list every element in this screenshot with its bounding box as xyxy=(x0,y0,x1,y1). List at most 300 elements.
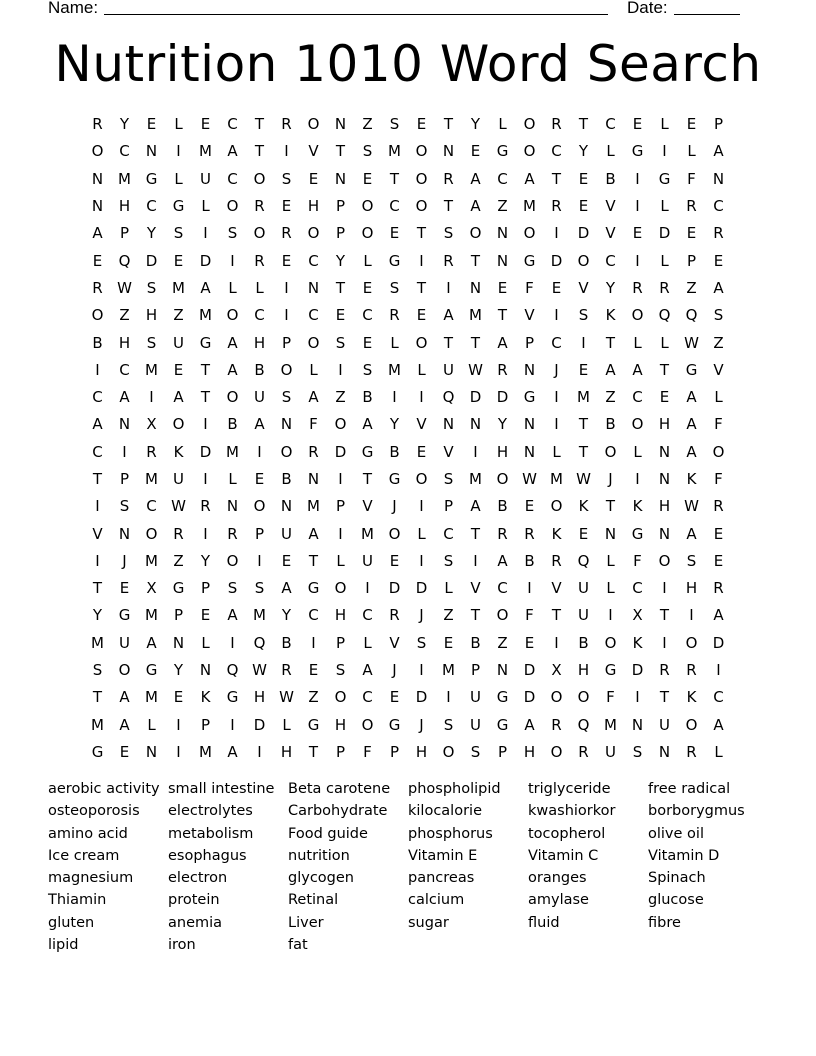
grid-letter[interactable]: P xyxy=(335,497,346,516)
grid-letter[interactable]: U xyxy=(173,470,184,488)
grid-letter[interactable]: I xyxy=(95,360,100,379)
grid-letter[interactable]: D xyxy=(658,224,671,243)
grid-letter[interactable]: E xyxy=(92,251,103,270)
grid-letter[interactable]: I xyxy=(446,278,451,297)
grid-letter[interactable]: V xyxy=(443,442,454,461)
grid-letter[interactable]: R xyxy=(713,579,724,598)
grid-letter[interactable]: C xyxy=(497,579,508,598)
grid-letter[interactable]: T xyxy=(362,470,373,488)
grid-letter[interactable]: O xyxy=(91,306,104,325)
grid-letter[interactable]: T xyxy=(308,742,319,761)
grid-letter[interactable]: C xyxy=(713,197,724,216)
grid-letter[interactable]: J xyxy=(122,551,127,570)
grid-letter[interactable]: M xyxy=(253,606,266,625)
grid-letter[interactable]: L xyxy=(255,278,264,297)
grid-letter[interactable]: E xyxy=(389,224,400,243)
grid-letter[interactable]: O xyxy=(388,524,401,543)
grid-letter[interactable]: O xyxy=(172,415,185,434)
grid-letter[interactable]: E xyxy=(578,197,589,216)
grid-letter[interactable]: G xyxy=(226,688,239,707)
grid-letter[interactable]: U xyxy=(254,388,265,407)
grid-letter[interactable]: E xyxy=(632,115,643,134)
grid-letter[interactable]: J xyxy=(554,360,559,379)
grid-letter[interactable]: I xyxy=(635,197,640,216)
grid-letter[interactable]: G xyxy=(496,142,509,161)
grid-letter[interactable]: Y xyxy=(605,278,616,297)
grid-letter[interactable]: R xyxy=(632,278,643,297)
grid-letter[interactable]: P xyxy=(524,333,535,352)
grid-letter[interactable]: N xyxy=(199,661,212,680)
grid-letter[interactable]: N xyxy=(496,251,509,270)
grid-letter[interactable]: X xyxy=(146,415,157,434)
grid-letter[interactable]: T xyxy=(200,360,211,379)
grid-letter[interactable]: I xyxy=(230,715,235,734)
grid-letter[interactable]: K xyxy=(686,688,697,707)
grid-letter[interactable]: V xyxy=(578,278,589,297)
grid-letter[interactable]: Q xyxy=(442,388,455,407)
grid-letter[interactable]: Z xyxy=(119,306,130,325)
grid-letter[interactable]: I xyxy=(473,551,478,570)
grid-letter[interactable]: T xyxy=(200,388,211,407)
grid-letter[interactable]: O xyxy=(685,633,698,652)
grid-letter[interactable]: E xyxy=(443,633,454,652)
grid-letter[interactable]: S xyxy=(362,360,373,379)
grid-letter[interactable]: A xyxy=(362,415,373,434)
grid-letter[interactable]: I xyxy=(635,169,640,188)
grid-letter[interactable]: A xyxy=(281,579,292,598)
grid-letter[interactable]: T xyxy=(254,115,265,134)
grid-letter[interactable]: O xyxy=(280,360,293,379)
grid-letter[interactable]: O xyxy=(361,715,374,734)
grid-letter[interactable]: Z xyxy=(362,115,373,134)
grid-letter[interactable]: O xyxy=(631,415,644,434)
grid-letter[interactable]: O xyxy=(361,224,374,243)
grid-letter[interactable]: Z xyxy=(713,333,724,352)
grid-letter[interactable]: O xyxy=(577,688,590,707)
grid-letter[interactable]: A xyxy=(686,524,697,543)
grid-letter[interactable]: P xyxy=(173,606,184,625)
grid-letter[interactable]: A xyxy=(713,606,724,625)
grid-letter[interactable]: C xyxy=(308,251,319,270)
grid-letter[interactable]: O xyxy=(415,142,428,161)
grid-letter[interactable]: L xyxy=(174,169,183,188)
grid-letter[interactable]: L xyxy=(201,197,210,216)
grid-letter[interactable]: V xyxy=(389,633,400,652)
grid-letter[interactable]: Q xyxy=(118,251,131,270)
grid-letter[interactable]: H xyxy=(685,579,698,598)
grid-letter[interactable]: L xyxy=(498,115,507,134)
grid-letter[interactable]: C xyxy=(227,115,238,134)
grid-letter[interactable]: L xyxy=(174,115,183,134)
grid-letter[interactable]: R xyxy=(389,606,400,625)
grid-letter[interactable]: C xyxy=(551,333,562,352)
date-field[interactable] xyxy=(674,0,740,15)
grid-letter[interactable]: L xyxy=(147,715,156,734)
grid-letter[interactable]: W xyxy=(468,360,483,379)
grid-letter[interactable]: I xyxy=(419,551,424,570)
grid-letter[interactable]: O xyxy=(604,633,617,652)
grid-letter[interactable]: P xyxy=(335,742,346,761)
grid-letter[interactable]: R xyxy=(281,224,292,243)
grid-letter[interactable]: H xyxy=(118,333,131,352)
grid-letter[interactable]: Y xyxy=(92,606,103,625)
grid-letter[interactable]: H xyxy=(253,688,266,707)
grid-letter[interactable]: K xyxy=(200,688,211,707)
grid-letter[interactable]: T xyxy=(389,169,400,188)
grid-letter[interactable]: T xyxy=(416,224,427,243)
grid-letter[interactable]: E xyxy=(470,142,481,161)
grid-letter[interactable]: R xyxy=(713,224,724,243)
grid-letter[interactable]: P xyxy=(281,333,292,352)
grid-letter[interactable]: R xyxy=(308,442,319,461)
grid-letter[interactable]: A xyxy=(524,169,535,188)
grid-letter[interactable]: U xyxy=(281,524,292,543)
grid-letter[interactable]: R xyxy=(443,169,454,188)
grid-letter[interactable]: I xyxy=(635,470,640,488)
grid-letter[interactable]: A xyxy=(470,197,481,216)
grid-letter[interactable]: C xyxy=(254,306,265,325)
grid-letter[interactable]: M xyxy=(145,551,158,570)
grid-letter[interactable]: H xyxy=(415,742,428,761)
grid-letter[interactable]: I xyxy=(176,742,181,761)
grid-letter[interactable]: D xyxy=(415,688,428,707)
grid-letter[interactable]: K xyxy=(551,524,562,543)
name-field[interactable] xyxy=(104,0,608,15)
grid-letter[interactable]: S xyxy=(443,551,454,570)
grid-letter[interactable]: S xyxy=(281,388,292,407)
grid-letter[interactable]: L xyxy=(714,388,723,407)
grid-letter[interactable]: T xyxy=(470,251,481,270)
grid-letter[interactable]: R xyxy=(686,197,697,216)
grid-letter[interactable]: F xyxy=(363,742,372,761)
grid-letter[interactable]: B xyxy=(389,442,400,461)
grid-letter[interactable]: C xyxy=(308,606,319,625)
grid-letter[interactable]: B xyxy=(254,360,265,379)
grid-letter[interactable]: G xyxy=(361,442,374,461)
grid-letter[interactable]: R xyxy=(281,115,292,134)
grid-letter[interactable]: B xyxy=(281,633,292,652)
grid-letter[interactable]: J xyxy=(419,606,424,625)
grid-letter[interactable]: M xyxy=(145,688,158,707)
grid-letter[interactable]: O xyxy=(253,497,266,516)
grid-letter[interactable]: G xyxy=(523,251,536,270)
grid-letter[interactable]: D xyxy=(496,388,509,407)
grid-letter[interactable]: F xyxy=(606,688,615,707)
grid-letter[interactable]: N xyxy=(226,497,239,516)
grid-letter[interactable]: I xyxy=(203,224,208,243)
grid-letter[interactable]: I xyxy=(257,442,262,461)
grid-letter[interactable]: G xyxy=(91,742,104,761)
grid-letter[interactable]: I xyxy=(338,470,343,488)
grid-letter[interactable]: O xyxy=(226,306,239,325)
grid-letter[interactable]: Y xyxy=(119,115,130,134)
grid-letter[interactable]: S xyxy=(173,224,184,243)
grid-letter[interactable]: O xyxy=(361,197,374,216)
grid-letter[interactable]: I xyxy=(554,633,559,652)
grid-letter[interactable]: O xyxy=(226,197,239,216)
grid-letter[interactable]: A xyxy=(686,442,697,461)
grid-letter[interactable]: D xyxy=(199,251,212,270)
grid-letter[interactable]: R xyxy=(524,524,535,543)
grid-letter[interactable]: Z xyxy=(497,197,508,216)
grid-letter[interactable]: G xyxy=(145,169,158,188)
grid-letter[interactable]: E xyxy=(281,551,292,570)
grid-letter[interactable]: T xyxy=(605,497,616,516)
grid-letter[interactable]: L xyxy=(552,442,561,461)
grid-letter[interactable]: I xyxy=(554,415,559,434)
grid-letter[interactable]: A xyxy=(470,169,481,188)
grid-letter[interactable]: U xyxy=(173,333,184,352)
grid-letter[interactable]: F xyxy=(687,169,696,188)
grid-letter[interactable]: Y xyxy=(578,142,589,161)
grid-letter[interactable]: K xyxy=(605,306,616,325)
grid-letter[interactable]: F xyxy=(525,278,534,297)
grid-letter[interactable]: K xyxy=(173,442,184,461)
grid-letter[interactable]: N xyxy=(334,115,347,134)
grid-letter[interactable]: N xyxy=(469,278,482,297)
grid-letter[interactable]: Y xyxy=(389,415,400,434)
grid-letter[interactable]: E xyxy=(173,688,184,707)
grid-letter[interactable]: A xyxy=(119,688,130,707)
grid-letter[interactable]: I xyxy=(257,742,262,761)
grid-letter[interactable]: P xyxy=(443,497,454,516)
grid-letter[interactable]: C xyxy=(605,115,616,134)
grid-letter[interactable]: O xyxy=(550,688,563,707)
grid-letter[interactable]: G xyxy=(685,360,698,379)
grid-letter[interactable]: E xyxy=(281,251,292,270)
grid-letter[interactable]: I xyxy=(176,715,181,734)
grid-letter[interactable]: E xyxy=(200,115,211,134)
grid-letter[interactable]: H xyxy=(523,742,536,761)
grid-letter[interactable]: W xyxy=(576,470,591,488)
grid-letter[interactable]: N xyxy=(442,415,455,434)
grid-letter[interactable]: U xyxy=(578,579,589,598)
grid-letter[interactable]: I xyxy=(230,633,235,652)
grid-letter[interactable]: D xyxy=(253,715,266,734)
grid-letter[interactable]: S xyxy=(92,661,103,680)
grid-letter[interactable]: A xyxy=(227,360,238,379)
grid-letter[interactable]: P xyxy=(470,661,481,680)
grid-letter[interactable]: A xyxy=(227,742,238,761)
grid-letter[interactable]: E xyxy=(200,606,211,625)
grid-letter[interactable]: I xyxy=(527,579,532,598)
grid-letter[interactable]: C xyxy=(146,497,157,516)
grid-letter[interactable]: D xyxy=(712,633,725,652)
grid-letter[interactable]: A xyxy=(146,633,157,652)
grid-letter[interactable]: I xyxy=(419,497,424,516)
grid-letter[interactable]: I xyxy=(122,442,127,461)
grid-letter[interactable]: R xyxy=(497,360,508,379)
grid-letter[interactable]: H xyxy=(334,715,347,734)
grid-letter[interactable]: C xyxy=(497,169,508,188)
grid-letter[interactable]: G xyxy=(658,169,671,188)
grid-letter[interactable]: E xyxy=(173,251,184,270)
grid-letter[interactable]: E xyxy=(119,742,130,761)
grid-letter[interactable]: I xyxy=(635,251,640,270)
grid-letter[interactable]: E xyxy=(389,688,400,707)
grid-letter[interactable]: N xyxy=(145,142,158,161)
grid-letter[interactable]: N xyxy=(334,169,347,188)
grid-letter[interactable]: O xyxy=(307,333,320,352)
grid-letter[interactable]: F xyxy=(633,551,642,570)
grid-letter[interactable]: O xyxy=(712,442,725,461)
grid-letter[interactable]: T xyxy=(497,306,508,325)
grid-letter[interactable]: A xyxy=(443,306,454,325)
grid-letter[interactable]: S xyxy=(470,742,481,761)
grid-letter[interactable]: C xyxy=(362,606,373,625)
grid-letter[interactable]: O xyxy=(685,715,698,734)
grid-letter[interactable]: A xyxy=(200,278,211,297)
grid-letter[interactable]: B xyxy=(470,633,481,652)
grid-letter[interactable]: O xyxy=(469,224,482,243)
grid-letter[interactable]: M xyxy=(388,360,401,379)
grid-letter[interactable]: N xyxy=(604,524,617,543)
grid-letter[interactable]: S xyxy=(281,169,292,188)
grid-letter[interactable]: S xyxy=(578,306,589,325)
grid-letter[interactable]: I xyxy=(419,388,424,407)
grid-letter[interactable]: A xyxy=(524,715,535,734)
grid-letter[interactable]: C xyxy=(605,251,616,270)
grid-letter[interactable]: V xyxy=(362,497,373,516)
grid-letter[interactable]: H xyxy=(280,742,293,761)
grid-letter[interactable]: B xyxy=(362,388,373,407)
grid-letter[interactable]: A xyxy=(119,715,130,734)
grid-letter[interactable]: E xyxy=(551,278,562,297)
grid-letter[interactable]: I xyxy=(554,224,559,243)
grid-letter[interactable]: G xyxy=(172,579,185,598)
grid-letter[interactable]: C xyxy=(92,388,103,407)
grid-letter[interactable]: O xyxy=(253,224,266,243)
grid-letter[interactable]: A xyxy=(497,551,508,570)
grid-letter[interactable]: L xyxy=(660,197,669,216)
grid-letter[interactable]: U xyxy=(119,633,130,652)
grid-letter[interactable]: M xyxy=(442,661,455,680)
grid-letter[interactable]: B xyxy=(497,497,508,516)
grid-letter[interactable]: N xyxy=(523,442,536,461)
grid-letter[interactable]: S xyxy=(227,224,238,243)
grid-letter[interactable]: A xyxy=(497,333,508,352)
grid-letter[interactable]: D xyxy=(523,661,536,680)
grid-letter[interactable]: T xyxy=(578,115,589,134)
grid-letter[interactable]: L xyxy=(660,115,669,134)
grid-letter[interactable]: L xyxy=(660,333,669,352)
grid-letter[interactable]: Y xyxy=(281,606,292,625)
grid-letter[interactable]: I xyxy=(662,633,667,652)
grid-letter[interactable]: E xyxy=(335,306,346,325)
grid-letter[interactable]: C xyxy=(632,388,643,407)
grid-letter[interactable]: M xyxy=(145,606,158,625)
grid-letter[interactable]: A xyxy=(227,142,238,161)
grid-letter[interactable]: E xyxy=(524,497,535,516)
grid-letter[interactable]: M xyxy=(577,388,590,407)
grid-letter[interactable]: D xyxy=(415,579,428,598)
grid-letter[interactable]: Z xyxy=(605,388,616,407)
grid-letter[interactable]: R xyxy=(551,715,562,734)
grid-letter[interactable]: T xyxy=(659,360,670,379)
grid-letter[interactable]: P xyxy=(335,224,346,243)
grid-letter[interactable]: U xyxy=(200,169,211,188)
grid-letter[interactable]: O xyxy=(91,142,104,161)
grid-letter[interactable]: N xyxy=(118,415,131,434)
grid-letter[interactable]: N xyxy=(91,197,104,216)
grid-letter[interactable]: I xyxy=(284,278,289,297)
grid-letter[interactable]: V xyxy=(308,142,319,161)
grid-letter[interactable]: R xyxy=(443,251,454,270)
grid-letter[interactable]: H xyxy=(496,442,509,461)
grid-letter[interactable]: M xyxy=(91,715,104,734)
grid-letter[interactable]: N xyxy=(658,470,671,488)
grid-letter[interactable]: N xyxy=(91,169,104,188)
grid-letter[interactable]: I xyxy=(203,415,208,434)
grid-letter[interactable]: T xyxy=(335,142,346,161)
grid-letter[interactable]: L xyxy=(417,360,426,379)
grid-letter[interactable]: O xyxy=(442,742,455,761)
grid-letter[interactable]: G xyxy=(388,470,401,488)
grid-letter[interactable]: E xyxy=(416,306,427,325)
grid-letter[interactable]: A xyxy=(254,415,265,434)
grid-letter[interactable]: Q xyxy=(577,551,590,570)
grid-letter[interactable]: T xyxy=(254,142,265,161)
grid-letter[interactable]: O xyxy=(577,251,590,270)
grid-letter[interactable]: C xyxy=(119,142,130,161)
grid-letter[interactable]: M xyxy=(118,169,131,188)
grid-letter[interactable]: E xyxy=(632,224,643,243)
grid-letter[interactable]: G xyxy=(118,606,131,625)
grid-letter[interactable]: V xyxy=(524,306,535,325)
grid-letter[interactable]: I xyxy=(338,360,343,379)
grid-letter[interactable]: T xyxy=(470,333,481,352)
grid-letter[interactable]: R xyxy=(686,742,697,761)
grid-letter[interactable]: T xyxy=(308,551,319,570)
grid-letter[interactable]: R xyxy=(551,551,562,570)
grid-letter[interactable]: C xyxy=(713,688,724,707)
grid-letter[interactable]: F xyxy=(714,415,723,434)
grid-letter[interactable]: C xyxy=(146,197,157,216)
grid-letter[interactable]: B xyxy=(605,415,616,434)
grid-letter[interactable]: L xyxy=(606,579,615,598)
grid-letter[interactable]: O xyxy=(415,197,428,216)
grid-letter[interactable]: D xyxy=(145,251,158,270)
grid-letter[interactable]: T xyxy=(551,606,562,625)
grid-letter[interactable]: M xyxy=(145,360,158,379)
grid-letter[interactable]: E xyxy=(416,442,427,461)
grid-letter[interactable]: W xyxy=(684,497,699,516)
grid-letter[interactable]: R xyxy=(659,278,670,297)
grid-letter[interactable]: E xyxy=(389,551,400,570)
grid-letter[interactable]: Y xyxy=(470,115,481,134)
grid-letter[interactable]: B xyxy=(578,633,589,652)
grid-letter[interactable]: U xyxy=(605,742,616,761)
grid-letter[interactable]: L xyxy=(363,251,372,270)
grid-letter[interactable]: C xyxy=(362,306,373,325)
grid-letter[interactable]: F xyxy=(309,415,318,434)
grid-letter[interactable]: D xyxy=(523,688,536,707)
grid-letter[interactable]: Y xyxy=(335,251,346,270)
grid-letter[interactable]: A xyxy=(713,278,724,297)
grid-letter[interactable]: N xyxy=(523,415,536,434)
grid-letter[interactable]: A xyxy=(362,661,373,680)
grid-letter[interactable]: R xyxy=(713,497,724,516)
grid-letter[interactable]: V xyxy=(713,360,724,379)
grid-letter[interactable]: R xyxy=(389,306,400,325)
grid-letter[interactable]: G xyxy=(631,142,644,161)
grid-letter[interactable]: O xyxy=(631,306,644,325)
grid-letter[interactable]: O xyxy=(415,333,428,352)
grid-letter[interactable]: L xyxy=(201,633,210,652)
grid-letter[interactable]: O xyxy=(334,579,347,598)
grid-letter[interactable]: W xyxy=(117,278,132,297)
grid-letter[interactable]: M xyxy=(388,142,401,161)
